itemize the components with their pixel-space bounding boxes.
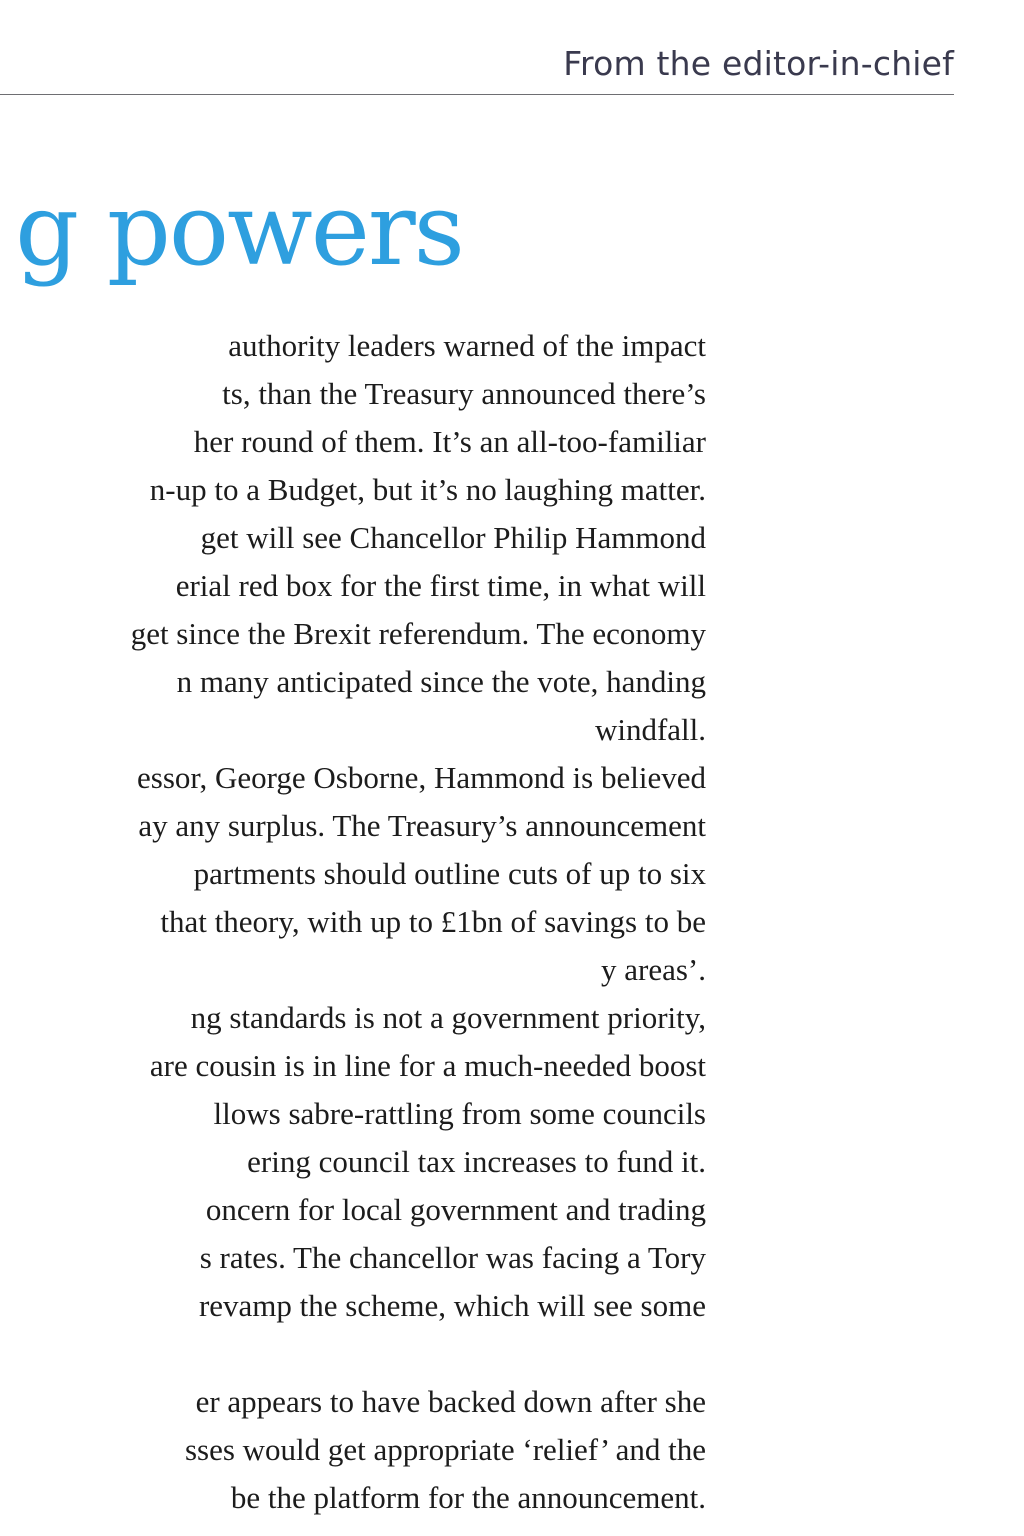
body-line: windfall. <box>594 712 706 747</box>
body-line: ts, than the Treasury announced there’s <box>222 376 706 411</box>
header-divider <box>0 94 954 95</box>
body-line: get since the Brexit referendum. The economy <box>130 616 706 651</box>
body-line: ay any surplus. The Treasury’s announcement <box>138 808 706 843</box>
section-label: From the editor-in-chief <box>563 44 954 83</box>
body-line: are cousin is in line for a much-needed boost <box>149 1048 706 1083</box>
body-line: sses would get appropriate ‘relief’ and the <box>184 1432 706 1467</box>
body-line: er appears to have backed down after she <box>195 1384 706 1419</box>
body-line: erial red box for the first time, in what will <box>175 568 706 603</box>
body-line: be the platform for the announcement. <box>230 1480 706 1515</box>
body-line: llows sabre-rattling from some councils <box>213 1096 706 1131</box>
body-line: ng standards is not a government priority, <box>190 1000 706 1035</box>
article-headline: g powers <box>15 171 463 288</box>
body-line: authority leaders warned of the impact <box>228 328 706 363</box>
body-line: oncern for local government and trading <box>205 1192 706 1227</box>
body-line: partments should outline cuts of up to six <box>193 856 706 891</box>
body-line: get will see Chancellor Philip Hammond <box>200 520 706 555</box>
body-line: n many anticipated since the vote, handing <box>176 664 706 699</box>
body-line: essor, George Osborne, Hammond is believed <box>137 760 706 795</box>
body-line <box>0 1330 706 1378</box>
body-line: n-up to a Budget, but it’s no laughing matter. <box>149 472 706 507</box>
body-line: s rates. The chancellor was facing a Tory <box>199 1240 706 1275</box>
body-line: ering council tax increases to fund it. <box>247 1144 706 1179</box>
body-line: revamp the scheme, which will see some <box>198 1288 706 1323</box>
body-line: y areas’. <box>601 952 706 987</box>
body-line: that theory, with up to £1bn of savings to be <box>160 904 706 939</box>
body-line: her round of them. It’s an all-too-familiar <box>193 424 706 459</box>
article-body <box>0 322 706 1522</box>
